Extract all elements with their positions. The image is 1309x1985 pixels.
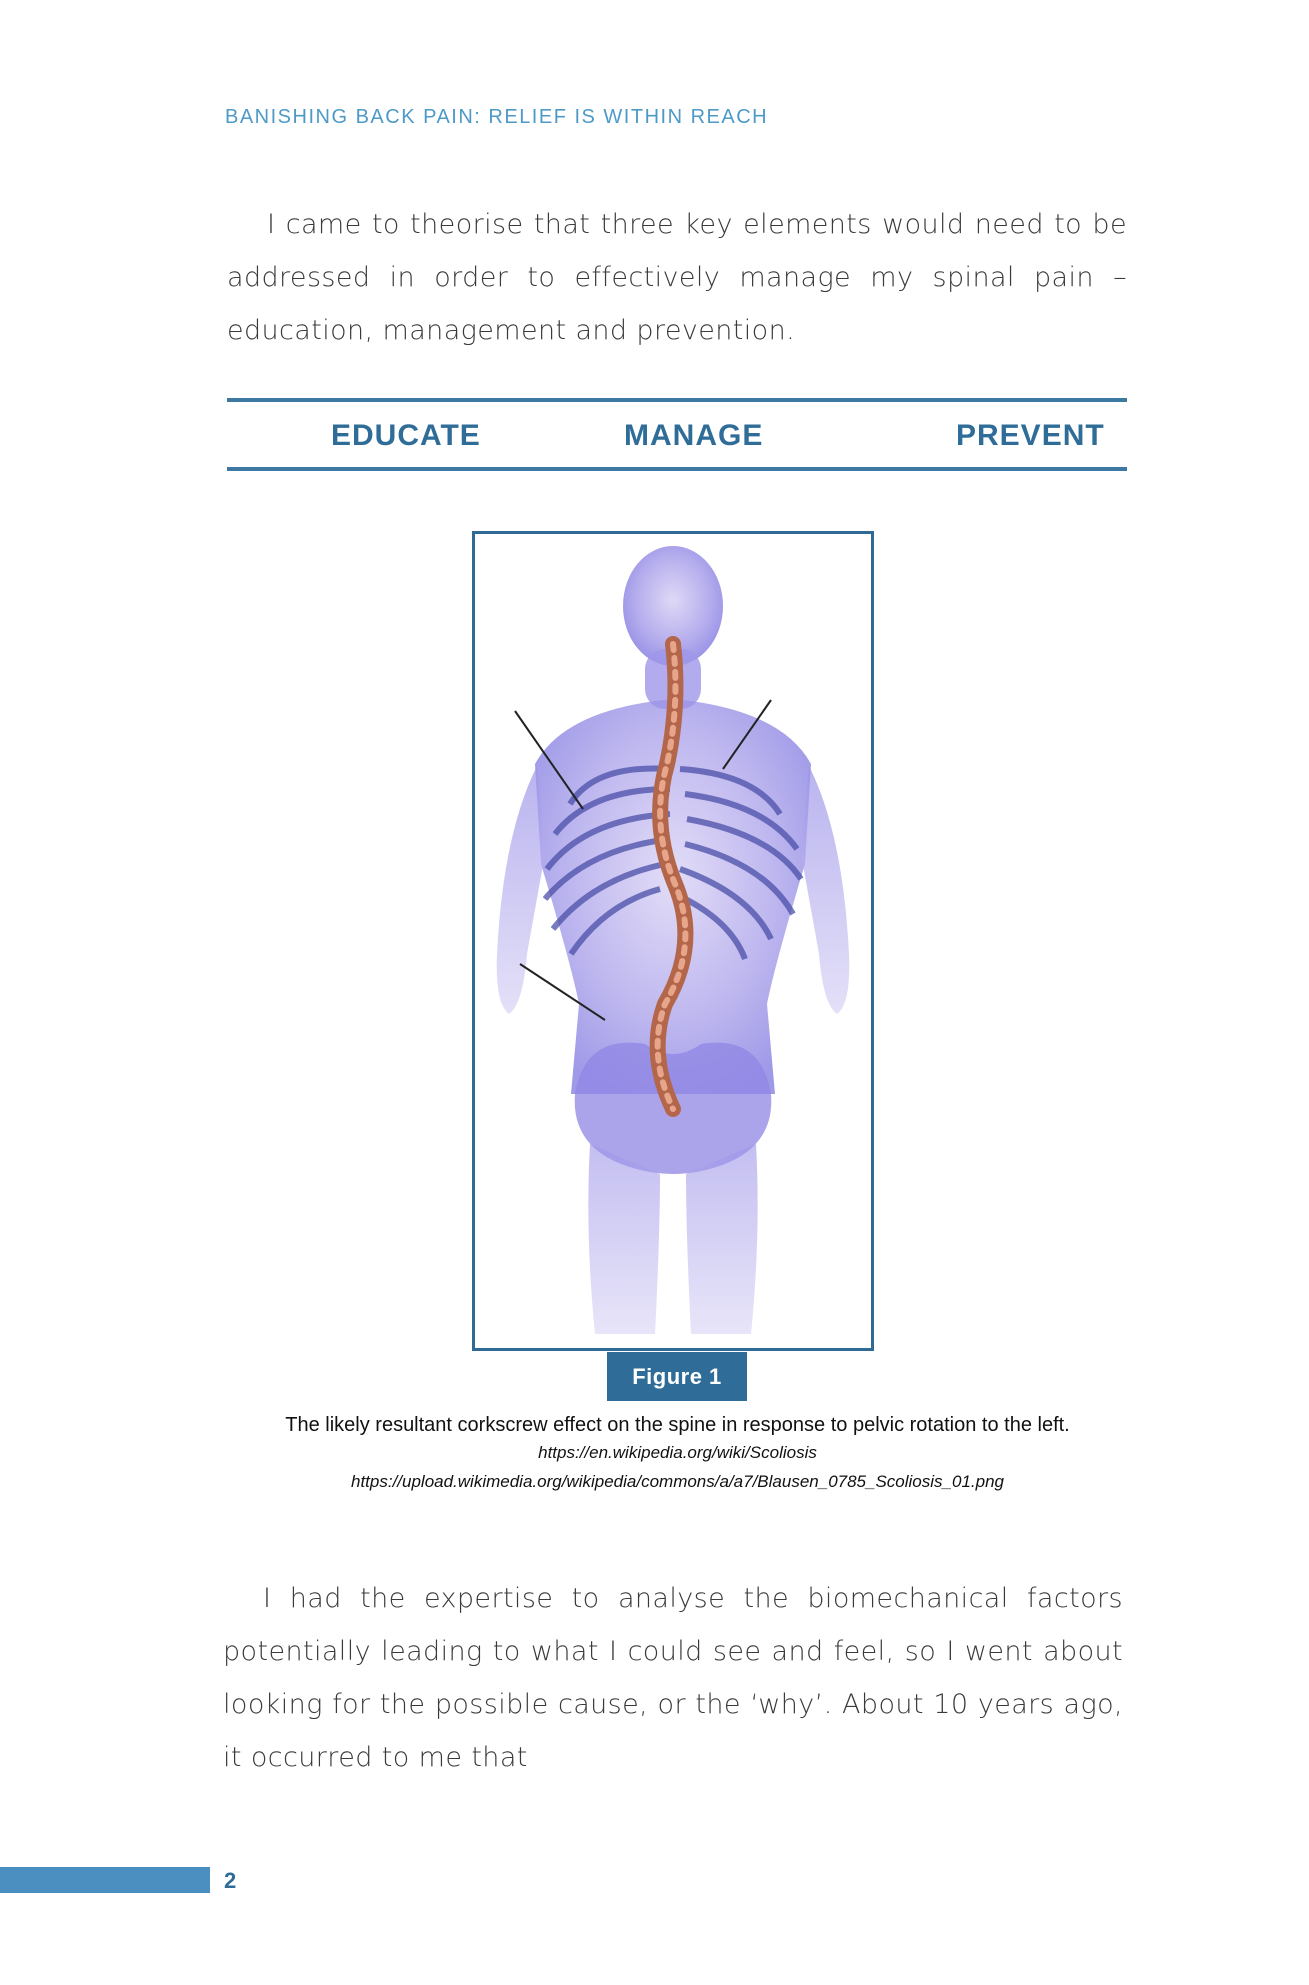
left-leg-shape	[588, 1144, 660, 1334]
band-item-manage: MANAGE	[624, 419, 764, 452]
page-number: 2	[224, 1868, 237, 1893]
body-paragraph-1	[227, 198, 1127, 357]
band-item-prevent: PREVENT	[956, 419, 1105, 452]
band-item-educate: EDUCATE	[331, 419, 481, 452]
figure-source-link-2[interactable]: https://upload.wikimedia.org/wikipedia/commons/a/a7/Blausen_0785_Scoliosis_01.png	[350, 1472, 1004, 1491]
figure-image-frame	[472, 531, 874, 1351]
body-paragraph-1-text: I came to theorise that three key elements would need to be addressed in order to effectively manage my spinal pain – education, management and prevention.	[227, 209, 1127, 346]
footer-accent-bar	[0, 1867, 210, 1893]
education-management-prevention-band	[227, 398, 1127, 471]
figure-label: Figure 1	[607, 1352, 747, 1401]
body-paragraph-2	[223, 1572, 1123, 1784]
body-paragraph-2-text: I had the expertise to analyse the biomechanical factors potentially leading to what I could see and feel, so I went about looking for the possible cause, or the ‘why’. About 10 years ago, it occurred to me that	[223, 1583, 1123, 1773]
figure-source-link-1[interactable]: https://en.wikipedia.org/wiki/Scoliosis	[538, 1443, 817, 1462]
running-head: BANISHING BACK PAIN: RELIEF IS WITHIN REACH	[225, 106, 769, 128]
figure-caption: The likely resultant corkscrew effect on the spine in response to pelvic rotation to the left.	[285, 1414, 1070, 1436]
right-leg-shape	[686, 1144, 758, 1334]
scoliosis-illustration	[475, 534, 871, 1348]
right-arm-shape	[801, 766, 849, 1014]
